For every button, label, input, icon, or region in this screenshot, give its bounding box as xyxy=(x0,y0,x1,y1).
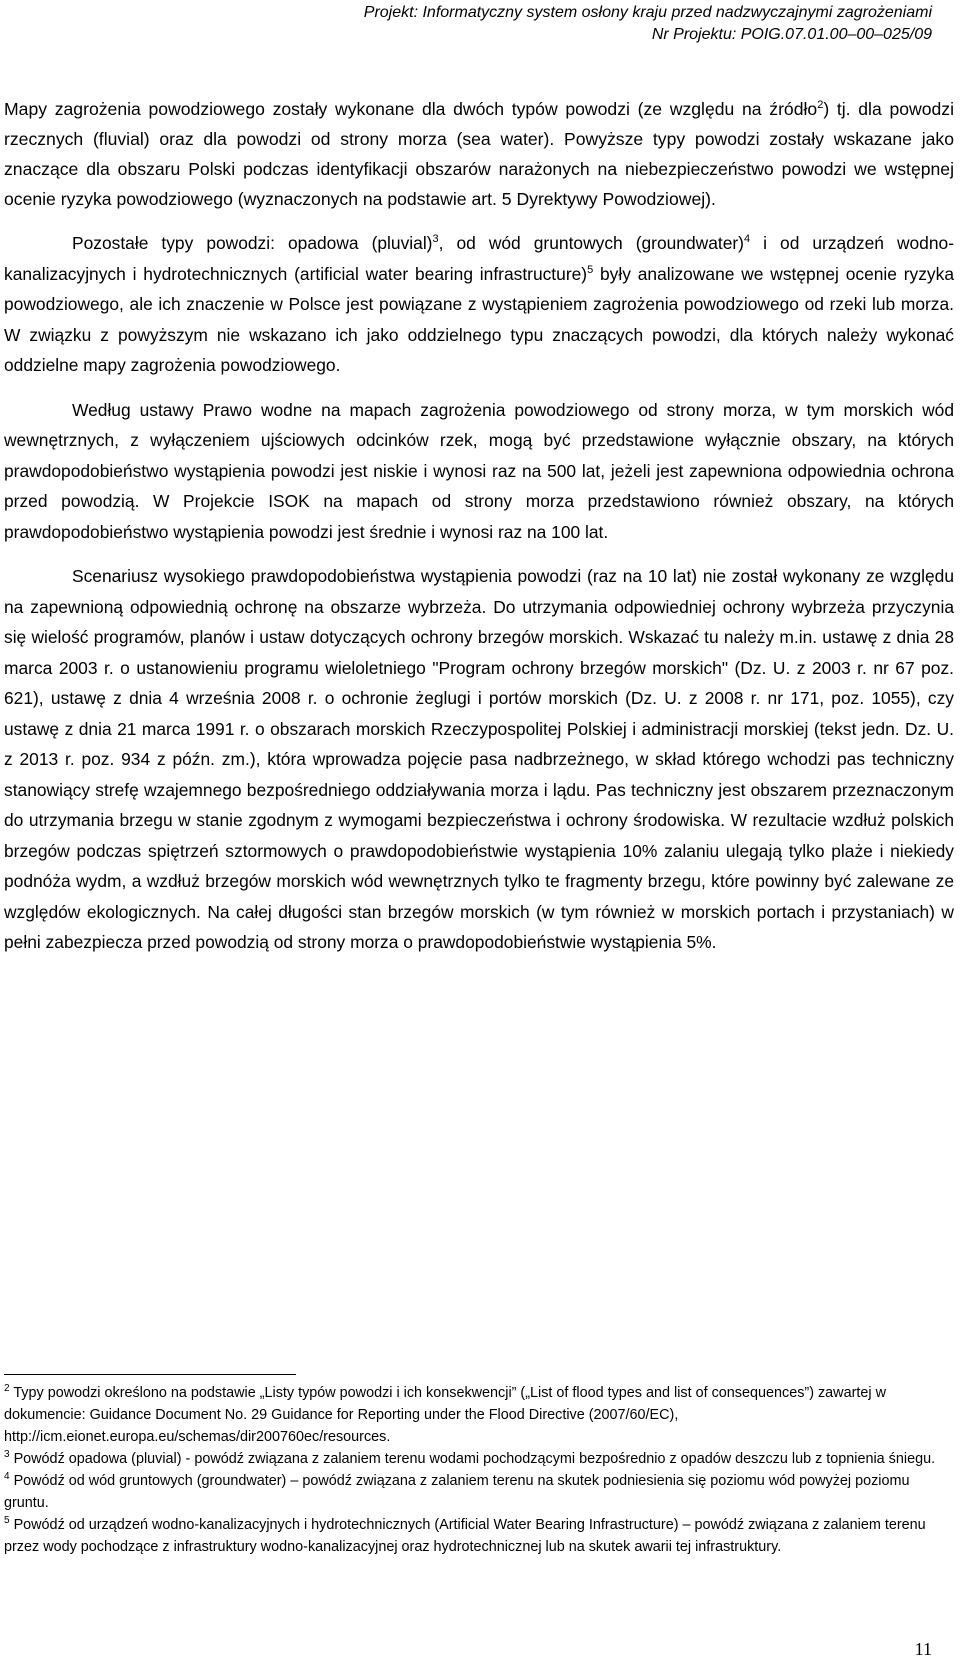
footnotes xyxy=(4,1382,950,1558)
header-project-number: Nr Projektu: POIG.07.01.00–00–025/09 xyxy=(651,26,932,43)
paragraph-text: Mapy zagrożenia powodziowego zostały wykonane dla dwóch typów powodzi (ze względu na źródło xyxy=(4,99,818,119)
footnote-ref[interactable]: 5 xyxy=(587,263,594,276)
footnote-3 xyxy=(4,1448,950,1470)
footnote-text: Powódź opadowa (pluvial) - powódź związana z zalaniem terenu wodami pochodzącymi bezpośrednio z opadów deszczu lub z topnienia śniegu. xyxy=(13,1451,936,1467)
paragraph-high-probability-scenario: Scenariusz wysokiego prawdopodobieństwa wystąpienia powodzi (raz na 10 lat) nie został wykonany ze względu na zapewnioną odpowiednią ochronę na obszarze wybrzeża. Do utrzymania odpowiedniej ochrony wybrzeża przyczynia się wielość programów, planów i ustaw dotyczących ochrony brzegów morskich. Wskazać tu należy m.in. ustawę z dnia 28 marca 2003 r. o ustanowieniu programu wieloletniego "Program ochrony brzegów morskich" (Dz. U. z 2003 r. nr 67 poz. 621), ustawę z dnia 4 września 2008 r. o ochronie żeglugi i portów morskich (Dz. U. z 2008 r. nr 171, poz. 1055), czy ustawę z dnia 21 marca 1991 r. o obszarach morskich Rzeczypospolitej Polskiej i administracji morskiej (tekst jedn. Dz. U. z 2013 r. poz. 934 z późn. zm.), która wprowadza pojęcie pasa nadbrzeżnego, w skład którego wchodzi pas techniczny stanowiący strefę wzajemnego bezpośredniego oddziaływania morza i lądu. Pas techniczny jest obszarem przeznaczonym do utrzymania brzegu w stanie zgodnym z wymogami bezpieczeństwa i ochrony środowiska. W rezultacie wzdłuż polskich brzegów podczas spiętrzeń sztormowych o prawdopodobieństwie wystąpienia 10% zalaniu ulegają tylko plaże i niekiedy podnóża wydm, a wzdłuż brzegów morskich wód wewnętrznych tylko te fragmenty brzegu, które powinny być zalewane ze względów ekologicznych. Na całej długości stan brzegów morskich (w tym również w morskich portach i przystaniach) w pełni zabezpiecza przed powodzią od strony morza o prawdopodobieństwie wystąpienia 5%. xyxy=(4,566,954,952)
footnote-number: 3 xyxy=(4,1449,10,1461)
footnote-4 xyxy=(4,1470,950,1514)
page-number: 11 xyxy=(914,1639,932,1659)
footnote-separator xyxy=(4,1374,296,1375)
footnote-5 xyxy=(4,1514,950,1558)
paragraph-other-flood-types xyxy=(4,228,954,381)
paragraph-text: były analizowane we wstępnej ocenie ryzyka powodziowego, ale ich znaczenie w Polsce jest powiązane z wystąpieniem zagrożenia powodziowego od rzeki lub morza. W związku z powyższym nie wskazano ich jako oddzielnego typu znaczących powodzi, dla których należy wykonać oddzielne mapy zagrożenia powodziowego. xyxy=(4,263,954,375)
footnote-text: Powódź od wód gruntowych (groundwater) – powódź związana z zalaniem terenu na skutek podniesienia się poziomu wód powyżej poziomu gruntu. xyxy=(4,1473,910,1511)
paragraph-text: ) tj. dla powodzi rzecznych (fluvial) oraz dla powodzi od strony morza (sea water). Powyższe typy powodzi zostały wskazane jako znaczące dla obszaru Polski podczas identyfikacji obszarów narażonych na niebezpieczeństwo powodzi we wstępnej ocenie ryzyka powodziowego (wyznaczonych na podstawie art. 5 Dyrektywy Powodziowej). xyxy=(4,99,954,209)
footnote-ref[interactable]: 4 xyxy=(743,233,751,246)
footnote-number: 4 xyxy=(4,1471,10,1483)
paragraph-text: Pozostałe typy powodzi: opadowa (pluvial) xyxy=(72,233,433,253)
footnote-ref[interactable]: 3 xyxy=(432,233,439,246)
footnote-text: Typy powodzi określono na podstawie „Listy typów powodzi i ich konsekwencji” („List of flood types and list of consequences”) zawartej w dokumencie: Guidance Document No. 29 Guidance for Reporting under the Flood Directive (2007/60/EC), http://icm.eionet.europa.eu/schemas/dir200760ec/resources. xyxy=(4,1385,886,1445)
body-text xyxy=(4,94,954,958)
header-project-title: Projekt: Informatyczny system osłony kraju przed nadzwyczajnymi zagrożeniami xyxy=(363,4,932,21)
footnote-2 xyxy=(4,1382,950,1448)
footnote-text: Powódź od urządzeń wodno-kanalizacyjnych i hydrotechnicznych (Artificial Water Bearing Infrastructure) – powódź związana z zalaniem terenu przez wody pochodzące z infrastruktury wodno-kanalizacyjnej oraz hydrotechnicznej lub na skutek awarii tej infrastruktury. xyxy=(4,1517,926,1555)
paragraph-flood-types xyxy=(4,94,954,214)
paragraph-water-law: Według ustawy Prawo wodne na mapach zagrożenia powodziowego od strony morza, w tym morskich wód wewnętrznych, z wyłączeniem ujściowych odcinków rzek, mogą być przedstawione wyłącznie obszary, na których prawdopodobieństwo wystąpienia powodzi jest niskie i wynosi raz na 500 lat, jeżeli jest zapewniona odpowiednia ochrona przed powodzią. W Projekcie ISOK na mapach od strony morza przedstawiono również obszary, na których prawdopodobieństwo wystąpienia powodzi jest średnie i wynosi raz na 100 lat. xyxy=(4,399,954,542)
footnote-ref[interactable]: 2 xyxy=(817,99,824,112)
paragraph-text: , od wód gruntowych (groundwater) xyxy=(438,233,744,253)
page-header xyxy=(364,2,932,46)
footnote-number: 5 xyxy=(4,1515,10,1527)
footnote-number: 2 xyxy=(4,1383,10,1395)
paragraph-text: i od urządzeń wodno-kanalizacyjnych i hydrotechnicznych (artificial water bearing infrastructure) xyxy=(4,233,954,284)
